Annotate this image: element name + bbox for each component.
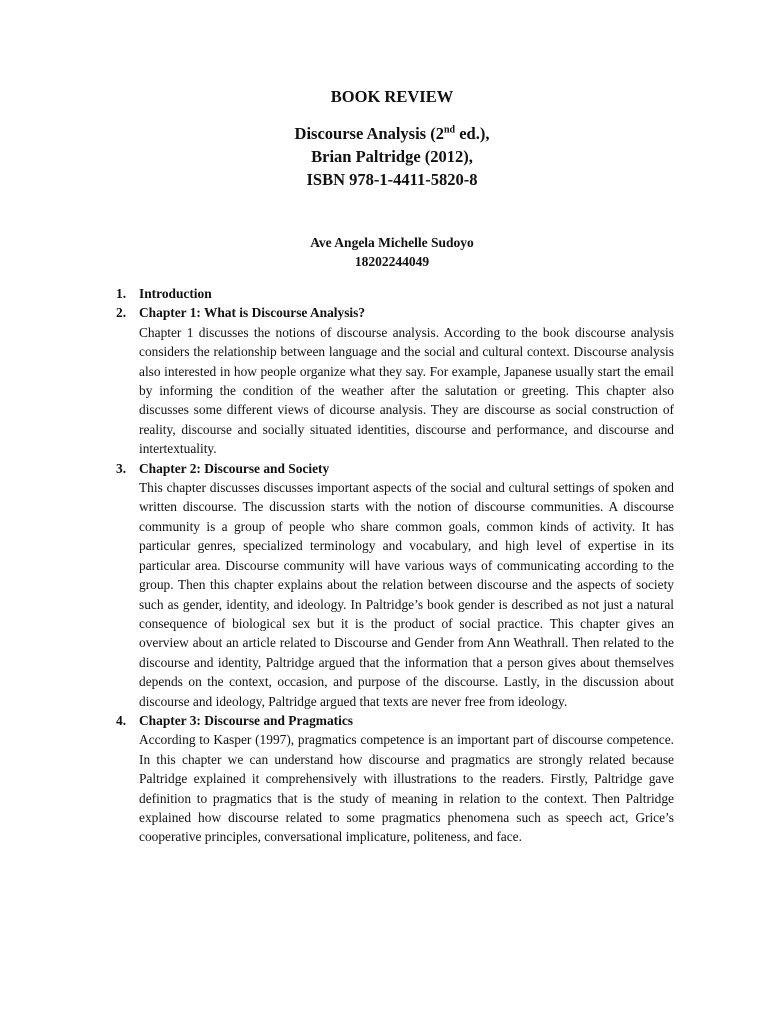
book-isbn-line: ISBN 978-1-4411-5820-8 <box>306 170 478 189</box>
book-info <box>110 122 674 191</box>
section-heading: Chapter 1: What is Discourse Analysis? <box>139 305 366 321</box>
section-chapter-1 <box>110 303 674 458</box>
book-author-line: Brian Paltridge (2012), <box>311 147 473 166</box>
reviewer-name: Ave Angela Michelle Sudoyo <box>310 235 474 250</box>
section-body: Chapter 1 discusses the notions of discourse analysis. According to the book discourse analysis considers the relationship between language and the social and cultural context. Discourse analysis also interested in how people organize what they say. For example, Japanese usually start the email by informing the condition of the weather after the salutation or greeting. This chapter also discusses some different views of dicourse analysis. They are discourse as social construction of reality, discourse and socially situated identities, discourse and performance, and discourse and intertextuality. <box>139 324 674 457</box>
section-heading: Chapter 2: Discourse and Society <box>139 460 330 476</box>
document-title: BOOK REVIEW <box>330 87 454 106</box>
book-title-suffix: ed.), <box>455 124 490 143</box>
section-heading: Introduction <box>139 286 212 301</box>
sections-list <box>110 284 674 847</box>
section-chapter-3 <box>110 711 674 847</box>
reviewer-student-id: 18202244049 <box>354 254 430 269</box>
section-number: 4. <box>116 712 127 728</box>
section-body: This chapter discusses discusses important aspects of the social and cultural settings of spoken and written discourse. The discussion starts with the notion of discourse communities. A discourse community is a group of people who share common goals, common kinds of activity. It has particular genres, specialized terminology and vocabulary, and high level of expertise in its particular area. Discourse community will have various ways of communicating according to the group. Then this chapter explains about the relation between discourse and the aspects of society such as gender, identity, and ideology. In Paltridge’s book gender is described as not just a natural consequence of biological sex but it is the product of social practice. This chapter gives an overview about an article related to Discourse and Gender from Ann Weathrall. Then related to the discourse and identity, Paltridge argued that the information that a person gives about themselves depends on the context, occasion, and purpose of the discourse. Lastly, in the discussion about discourse and ideology, Paltridge argued that texts are never free from ideology. <box>139 480 674 709</box>
edition-superscript: nd <box>443 124 456 136</box>
title-block <box>110 0 674 191</box>
section-introduction <box>110 284 674 303</box>
reviewer-block <box>110 233 674 271</box>
section-number: 3. <box>116 460 127 476</box>
book-title-line <box>110 122 674 145</box>
book-title-prefix: Discourse Analysis (2 <box>294 124 444 143</box>
section-number: 1. <box>116 286 127 301</box>
section-number: 2. <box>116 305 127 321</box>
section-heading: Chapter 3: Discourse and Pragmatics <box>139 712 353 728</box>
section-chapter-2 <box>110 459 674 711</box>
section-body: According to Kasper (1997), pragmatics competence is an important part of discourse competence. In this chapter we can understand how discourse and pragmatics are strongly related because Paltridge explained it comprehensively with illustrations to the readers. Firstly, Paltridge gave definition to pragmatics that is the study of meaning in relation to the context. Then Paltridge explained how discourse related to some pragmatics phenomena such as speech act, Grice’s cooperative principles, conversational implicature, politeness, and face. <box>139 732 674 845</box>
